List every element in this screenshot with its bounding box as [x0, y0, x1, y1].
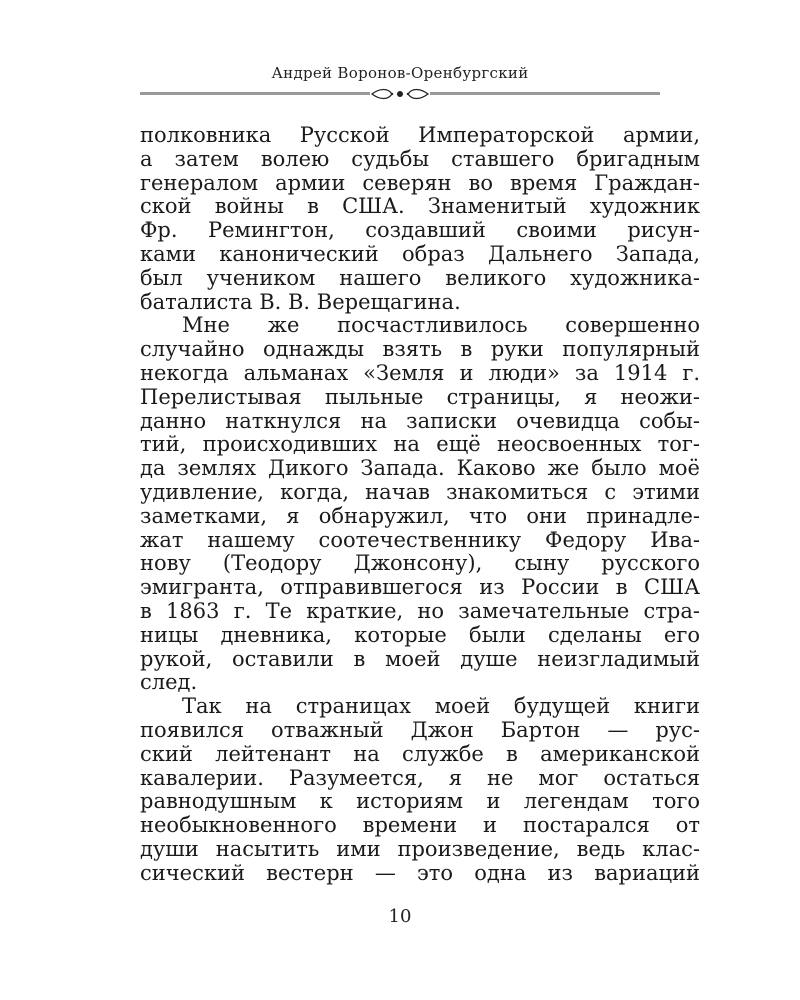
text-line: Перелистывая пыльные страницы, я неожи- [140, 384, 700, 409]
header-author: Андрей Воронов-Оренбургский [271, 64, 529, 82]
text-line: полковника Русской Императорской армии, [140, 123, 700, 147]
text-line: рукой, оставили в моей душе неизгладимый [140, 646, 700, 671]
text-line: а затем волею судьбы ставшего бригадным [140, 146, 700, 171]
text-line: Фр. Ремингтон, создавший своими рисун- [140, 218, 700, 243]
text-line: случайно однажды взять в руки популярный [140, 337, 700, 362]
text-line: жат нашему соотечественнику Федору Ива- [140, 527, 700, 552]
text-line: необыкновенного времени и постарался от [140, 813, 700, 838]
text-line: в 1863 г. Те краткие, но замечательные стра- [140, 598, 700, 623]
text-line: ницы дневника, которые были сделаны его [140, 622, 700, 647]
ornamental-rule [140, 86, 660, 102]
text-line: души насытить ими произведение, ведь клас- [140, 836, 700, 861]
text-line: след. [140, 670, 198, 695]
text-line: появился отважный Джон Бартон — рус- [140, 717, 700, 742]
text-line: некогда альманах «Земля и люди» за 1914 г. [140, 360, 700, 385]
text-line: ский лейтенант на службе в американской [140, 741, 700, 766]
text-line: кавалерии. Разумеется, я не мог остаться [140, 765, 700, 790]
text-line: равнодушным к историям и легендам того [140, 789, 700, 814]
text-line: ками канонический образ Дальнего Запада, [140, 241, 700, 266]
running-header [140, 64, 660, 102]
text-line: Так на страницах моей будущей книги [182, 694, 700, 719]
text-line: тий, происходивших на ещё неосвоенных тог- [140, 432, 700, 457]
text-line: сический вестерн — это одна из вариаций [140, 860, 700, 885]
page-number: 10 [388, 906, 412, 927]
text-line: удивление, когда, начав знакомиться с этими [140, 479, 700, 504]
text-line: эмигранта, отправившегося из России в США [140, 575, 700, 600]
text-line: баталиста В. В. Верещагина. [140, 289, 461, 314]
text-line: нову (Теодору Джонсону), сыну русского [140, 551, 700, 576]
text-line: данно наткнулся на записки очевидца собы- [140, 408, 700, 433]
text-line: Мне же посчастливилось совершенно [182, 313, 700, 338]
page-body [140, 124, 700, 886]
text-line: заметками, я обнаружил, что они принадле- [140, 503, 700, 528]
text-line: да землях Дикого Запада. Каково же было моё [140, 456, 700, 481]
text-line: генералом армии северян во время Граждан- [140, 170, 700, 195]
text-line: ской войны в США. Знаменитый художник [140, 194, 700, 219]
text-line: был учеником нашего великого художника- [140, 265, 700, 290]
